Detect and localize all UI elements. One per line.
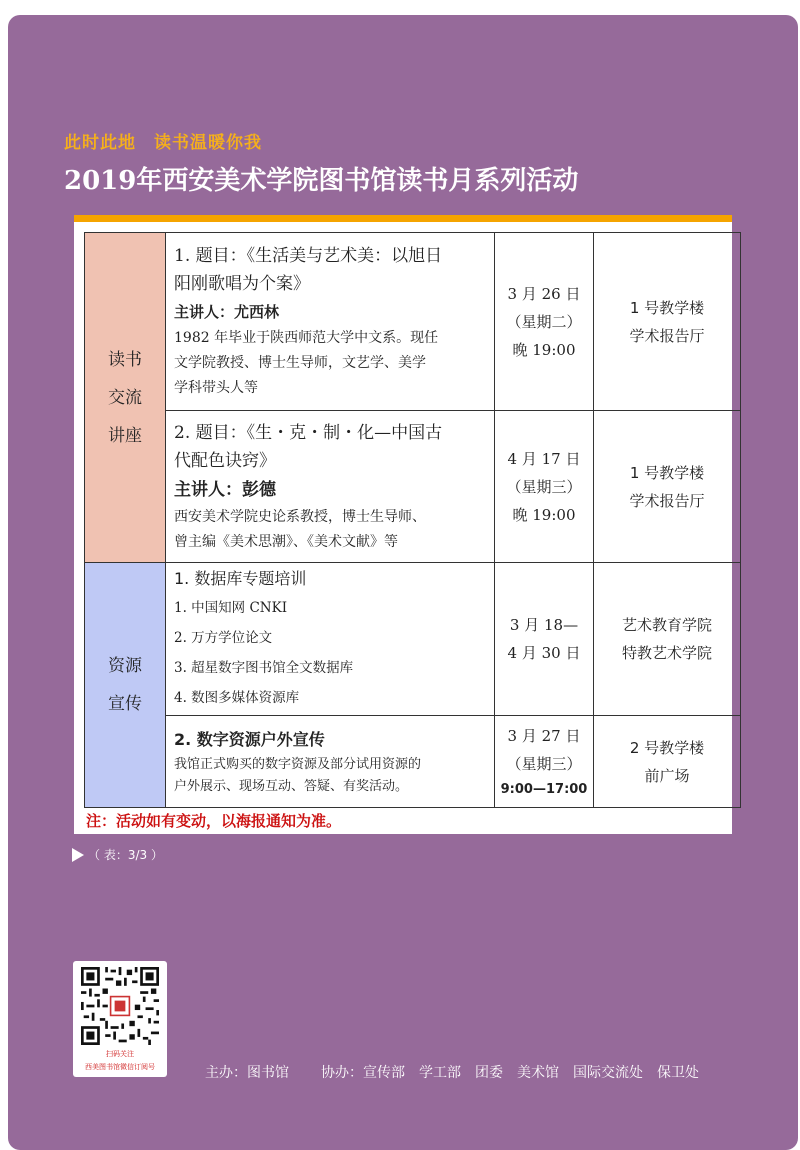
category-label: 宣传 [108, 694, 142, 714]
event-venue [594, 563, 741, 716]
event-venue [594, 716, 741, 808]
category-label: 讲座 [108, 425, 142, 446]
table-row [85, 716, 741, 808]
event-title: 1. 题目：《生活美与艺术美：以旭日 [174, 246, 443, 266]
event-date [495, 233, 594, 411]
footer-organizers [205, 1062, 699, 1082]
database-item: 1. 中国知网 CNKI [174, 600, 288, 616]
event-venue [594, 411, 741, 563]
venue-line: 艺术教育学院 [621, 616, 712, 634]
event-title: 代配色诀窍》 [174, 450, 276, 471]
qr-code-card [73, 961, 167, 1077]
event-title: 2. 数字资源户外宣传 [174, 729, 325, 749]
category-label: 读书 [108, 349, 142, 370]
page-indicator [72, 846, 163, 863]
accent-bar [74, 215, 732, 222]
event-content [166, 716, 495, 808]
category-label: 交流 [108, 387, 142, 408]
event-title: 阳刚歌唱为个案》 [174, 274, 310, 294]
database-item: 3. 超星数字图书馆全文数据库 [174, 660, 354, 676]
play-triangle-icon [72, 848, 84, 862]
event-content [166, 233, 495, 411]
qr-caption: 西美图书馆微信订阅号 [85, 1063, 155, 1071]
date-line: 4 月 17 日 [507, 449, 581, 468]
event-date [495, 411, 594, 563]
event-title: 1. 数据库专题培训 [174, 569, 307, 588]
table-row [85, 411, 741, 563]
date-line: 3 月 18— [509, 616, 579, 634]
event-content [166, 411, 495, 563]
speaker-bio: 曾主编《美术思潮》、《美术文献》等 [174, 533, 398, 550]
event-speaker: 主讲人：彭德 [174, 479, 276, 500]
venue-line: 学术报告厅 [629, 326, 705, 345]
date-line: 4 月 30 日 [507, 644, 581, 662]
venue-line: 学术报告厅 [629, 491, 705, 510]
tagline: 此时此地 读书温暖你我 [64, 133, 262, 153]
qr-caption: 扫码关注 [106, 1050, 134, 1058]
database-item: 4. 数图多媒体资源库 [174, 690, 300, 706]
co-organizers: 协办：宣传部 学工部 团委 美术馆 国际交流处 保卫处 [321, 1065, 699, 1081]
change-notice: 注：活动如有变动，以海报通知为准。 [86, 812, 342, 830]
venue-line: 2 号教学楼 [629, 738, 705, 757]
host-organizer: 主办：图书馆 [205, 1065, 289, 1081]
page-indicator-label: （ 表：3/3 ） [88, 848, 163, 862]
event-date [495, 716, 594, 808]
time-line: 9:00—17:00 [500, 781, 588, 797]
event-description: 户外展示、现场互动、答疑、有奖活动。 [174, 778, 409, 794]
speaker-bio: 文学院教授、博士生导师，文艺学、美学 [174, 355, 426, 371]
qr-code-icon [81, 967, 159, 1045]
speaker-bio: 学科带头人等 [174, 380, 258, 396]
page-title: 2019年西安美术学院图书馆读书月系列活动 [64, 166, 579, 196]
date-line: （星期三） [506, 477, 582, 496]
date-line: （星期二） [506, 312, 582, 331]
category-resource-promotion [85, 563, 166, 808]
schedule-table [84, 232, 741, 808]
event-content [166, 563, 495, 716]
date-line: 晚 19:00 [512, 340, 576, 359]
venue-line: 前广场 [644, 766, 690, 785]
date-line: 3 月 27 日 [507, 726, 581, 745]
event-description: 我馆正式购买的数字资源及部分试用资源的 [174, 756, 422, 772]
event-date [495, 563, 594, 716]
event-speaker: 主讲人：尤西林 [174, 303, 280, 321]
date-line: 3 月 26 日 [507, 284, 581, 303]
database-item: 2. 万方学位论文 [174, 630, 273, 646]
speaker-bio: 1982 年毕业于陕西师范大学中文系。现任 [174, 330, 439, 346]
category-reading-lectures [85, 233, 166, 563]
table-row [85, 563, 741, 716]
date-line: 晚 19:00 [512, 505, 576, 524]
event-title: 2. 题目：《生・克・制・化—中国古 [174, 422, 443, 443]
venue-line: 1 号教学楼 [629, 463, 705, 482]
category-label: 资源 [108, 656, 142, 676]
venue-line: 1 号教学楼 [629, 298, 705, 317]
speaker-bio: 西安美术学院史论系教授，博士生导师、 [174, 508, 426, 525]
event-venue [594, 233, 741, 411]
table-row [85, 233, 741, 411]
date-line: （星期三） [506, 754, 582, 773]
venue-line: 特教艺术学院 [621, 644, 712, 662]
